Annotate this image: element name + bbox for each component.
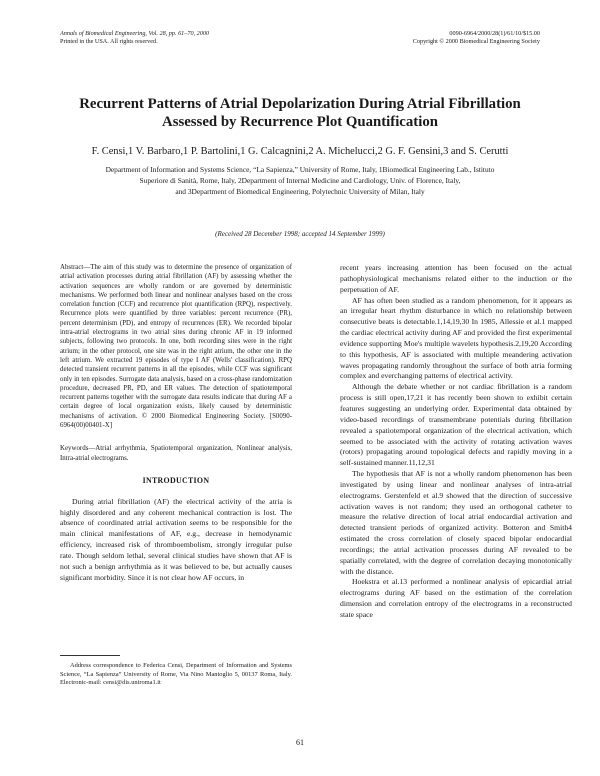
received-dates: (Received 28 December 1998; accepted 14 September 1999) — [215, 230, 385, 238]
journal-citation: Annals of Biomedical Engineering, Vol. 28, pp. 61–70, 2000 — [60, 30, 210, 37]
author-list: F. Censi,1 V. Barbaro,1 P. Bartolini,1 G. Calcagnini,2 A. Michelucci,2 G. F. Gensini,3 and S. Cerutti — [91, 146, 509, 157]
paragraph: Hoekstra et al.13 performed a nonlinear analysis of epicardial atrial electrograms during AF based on the estimation of the correlation dimension and correlation entropy of the electrograms in a reconstructed state space — [340, 577, 572, 619]
section-heading-introduction: INTRODUCTION — [142, 475, 210, 485]
abstract: Abstract—The aim of this study was to determine the presence of organization of atrial activation processes during atrial fibrillation (AF) by assessing whether the activation sequences are wholly random or are governed by deterministic mechanisms. We performed both linear and nonlinear analyses based on the cross correlation function (CCF) and recurrence plot quantification (RPQ), respectively. Recurrence plots were quantified by three variables: percent recurrence (PR), percent determinism (PD), and entropy of recurrences (ER). We recorded bipolar intra-atrial electrograms in two atrial sites during chronic AF in 19 informed subjects, following two protocols. In one, both recording sites were in the right atrium; in the other protocol, one site was in the right atrium, the other one in the left atrium. We extracted 19 episodes of type I AF (Wells' classification). RPQ detected transient recurrent patterns in all the episodes, while CCF was significant only in ten episodes. Surrogate data analysis, based on a cross-phase randomization procedure, decreased PR, PD, and ER values. The detection of spatiotemporal recurrent patterns together with the surrogate data results indicate that during AF a certain degree of local organization exists, likely caused by deterministic mechanisms of activation. © 2000 Biomedical Engineering Society. [S0090-6964(00)00401-X] — [60, 264, 292, 430]
rights-notice: Printed in the USA. All rights reserved. — [60, 38, 158, 45]
affiliation-line-2: Superiore di Sanità, Rome, Italy, 2Department of Internal Medicine and Cardiology, Univ. of Florence, Italy, — [139, 175, 461, 185]
page-number: 61 — [296, 738, 304, 747]
copyright-notice: Copyright © 2000 Biomedical Engineering Society — [412, 38, 540, 45]
affiliation-line-1: Department of Information and Systems Science, “La Sapienza,” University of Rome, Italy, 1Biomedical Engineering Lab., Istituto — [105, 165, 495, 174]
title-line-1: Recurrent Patterns of Atrial Depolarization During Atrial Fibrillation — [79, 96, 521, 112]
journal-header-left — [60, 30, 209, 46]
paper-title — [40, 95, 560, 131]
right-column — [340, 263, 572, 621]
journal-header-right — [413, 30, 540, 46]
issn-code: 0090-6964/2000/28(1)/61/10/$15.00 — [449, 30, 540, 37]
footnote-rule — [60, 655, 120, 656]
paragraph: recent years increasing attention has been focused on the actual pathophysiological mechanisms related either to the induction or the perpetuation of AF. — [340, 263, 572, 294]
title-line-2: Assessed by Recurrence Plot Quantification — [162, 114, 438, 130]
intro-paragraph: During atrial fibrillation (AF) the electrical activity of the atria is highly disordered and any coherent mechanical contraction is lost. The absence of coordinated atrial activation seems to be responsible for the main clinical manifestations of AF, e.g., decrease in hemodynamic efficiency, increased risk of thromboembolism, strongly irregular pulse rate. Though seldom lethal, several clinical studies have shown that AF is not such a benign arrhythmia as it was believed to be, but actually causes significant morbidity. Since it is not clear how AF occurs, in — [60, 496, 292, 582]
affiliations — [60, 165, 540, 197]
paragraph: The hypothesis that AF is not a wholly random phenomenon has been investigated by using linear and nonlinear analyses of intra-atrial electrograms. Gerstenfeld et al.9 showed that the direction of successive activation waves is not random; they used an orthogonal catheter to measure the relative direction of local atrial endocardial activation and detected transient periods of organized activity. Botteron and Smith4 estimated the cross correlation of closely spaced bipolar endocardial recordings; the atrial activation processes during AF revealed to be spatially correlated, with the degree of correlation decaying monotonically with the distance. — [340, 469, 572, 576]
keywords: Keywords—Atrial arrhythmia, Spatiotemporal organization, Nonlinear analysis, Intra-atrial electrograms. — [60, 445, 292, 462]
correspondence-footnote: Address correspondence to Federica Censi, Department of Information and Systems Science, “La Sapienza” University of Rome, Via Nino Mantoglio 5, 00137 Roma, Italy. Electronic-mail: censi@dis.uniroma1.it — [60, 662, 292, 687]
paragraph: AF has often been studied as a random phenomenon, for it appears as an irregular heart rhythm disturbance in which no relationship between consecutive beats is detectable.1,14,19,30 In 1985, Allessie et al.1 mapped the cardiac electrical activity during AF and provided the first experimental evidence supporting Moe's multiple wavelets hypothesis.2,19,20 According to this hypothesis, AF is associated with multiple meandering activation waves propagating randomly throughout the surface of both atria forming complex and everchanging patterns of electrical activity. — [340, 295, 572, 381]
affiliation-line-3: and 3Department of Biomedical Engineering, Polytechnic University of Milan, Italy — [175, 186, 425, 196]
left-column — [60, 263, 292, 584]
paragraph: Although the debate whether or not cardiac fibrillation is a random process is still open,17,21 it has recently been shown to exhibit certain features suggesting an underlying order. Experimental data obtained by video-based recordings of transmembrane potentials during fibrillation revealed a spatiotemporal organization of the electrical activation, which seemed to be associated with the activity of rotating activation waves (rotors) propagating around topological defects and rapidly moving in a self-sustained manner.11,12,31 — [340, 382, 572, 468]
